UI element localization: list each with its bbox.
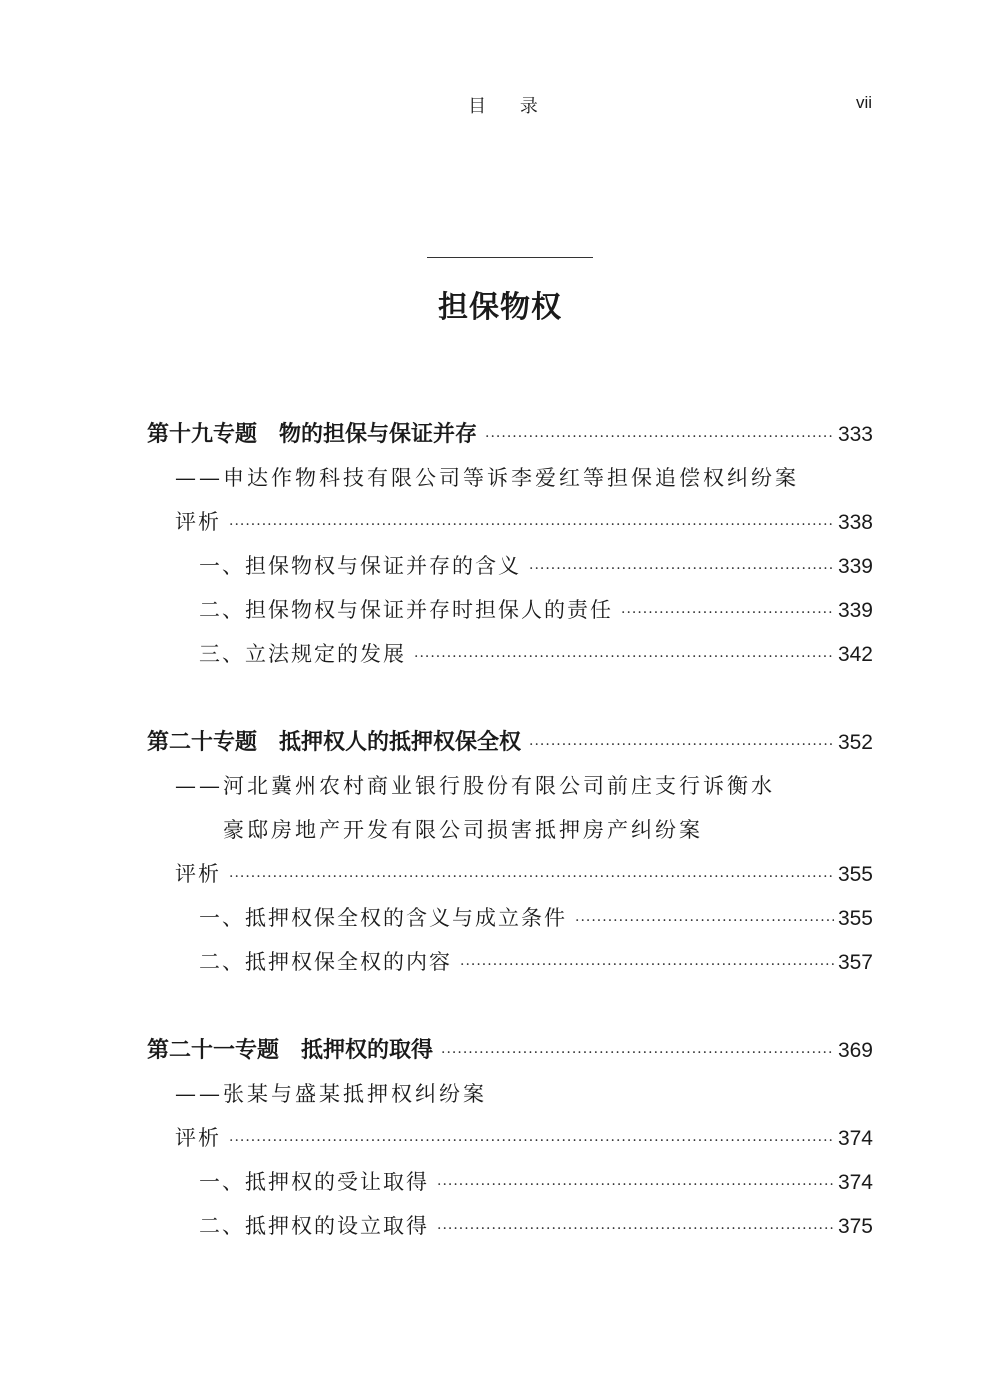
toc-section[interactable] [147, 588, 873, 632]
page-number: 339 [837, 555, 873, 578]
case-title: ——申达作物科技有限公司等诉李爱红等担保追偿权纠纷案 [175, 466, 799, 490]
toc-section[interactable] [147, 896, 873, 940]
dot-leader [441, 1031, 834, 1075]
page-number: 374 [837, 1171, 873, 1194]
dot-leader [460, 943, 834, 987]
chapter-title: 第十九专题 物的担保与保证并存 [147, 421, 478, 447]
dot-leader [529, 547, 834, 591]
dot-leader [229, 1119, 834, 1163]
part-title: 担保物权 [438, 290, 562, 325]
page-number: 369 [837, 1039, 873, 1062]
section-label: 二、抵押权保全权的内容 [199, 950, 452, 974]
toc-section[interactable] [147, 632, 873, 676]
dot-leader [621, 591, 834, 635]
toc-section[interactable] [147, 1160, 873, 1204]
toc-analysis[interactable] [147, 500, 873, 544]
dot-leader [437, 1163, 834, 1207]
dot-leader [485, 415, 834, 459]
page-number: 339 [837, 599, 873, 622]
analysis-label: 评析 [175, 510, 221, 534]
page-number: 374 [837, 1127, 873, 1150]
dot-leader [414, 635, 834, 679]
chapter-spacer [147, 984, 873, 1028]
section-label: 二、担保物权与保证并存时担保人的责任 [199, 598, 613, 622]
page-number: 355 [837, 907, 873, 930]
part-title-rule [427, 257, 593, 258]
dot-leader [529, 723, 834, 767]
page-number: 342 [837, 643, 873, 666]
section-label: 二、抵押权的设立取得 [199, 1214, 429, 1238]
chapter-title: 第二十一专题 抵押权的取得 [147, 1037, 434, 1063]
section-label: 三、立法规定的发展 [199, 642, 406, 666]
toc-section[interactable] [147, 544, 873, 588]
toc-chapter[interactable] [147, 720, 873, 764]
page-number: 352 [837, 731, 873, 754]
toc-section[interactable] [147, 940, 873, 984]
toc-analysis[interactable] [147, 852, 873, 896]
case-title: ——张某与盛某抵押权纠纷案 [175, 1082, 487, 1106]
page-number: 338 [837, 511, 873, 534]
running-head [0, 90, 1000, 120]
toc-section[interactable] [147, 1204, 873, 1248]
toc-chapter[interactable] [147, 412, 873, 456]
dot-leader [575, 899, 834, 943]
chapter-spacer [147, 676, 873, 720]
dot-leader [229, 503, 834, 547]
section-label: 一、抵押权保全权的含义与成立条件 [199, 906, 567, 930]
case-title-continued: 豪邸房地产开发有限公司损害抵押房产纠纷案 [223, 818, 703, 842]
section-label: 一、担保物权与保证并存的含义 [199, 554, 521, 578]
case-title: ——河北冀州农村商业银行股份有限公司前庄支行诉衡水 [175, 774, 775, 798]
toc-chapter[interactable] [147, 1028, 873, 1072]
dot-leader [437, 1207, 834, 1251]
page-number: 357 [837, 951, 873, 974]
page-number: 375 [837, 1215, 873, 1238]
dot-leader [229, 855, 834, 899]
chapter-title: 第二十专题 抵押权人的抵押权保全权 [147, 729, 522, 755]
table-of-contents [147, 412, 873, 1248]
page-number: 333 [837, 423, 873, 446]
page-number: 355 [837, 863, 873, 886]
running-head-title: 目 录 [468, 96, 552, 117]
analysis-label: 评析 [175, 1126, 221, 1150]
section-label: 一、抵押权的受让取得 [199, 1170, 429, 1194]
analysis-label: 评析 [175, 862, 221, 886]
toc-analysis[interactable] [147, 1116, 873, 1160]
running-head-page-number: vii [855, 93, 872, 112]
